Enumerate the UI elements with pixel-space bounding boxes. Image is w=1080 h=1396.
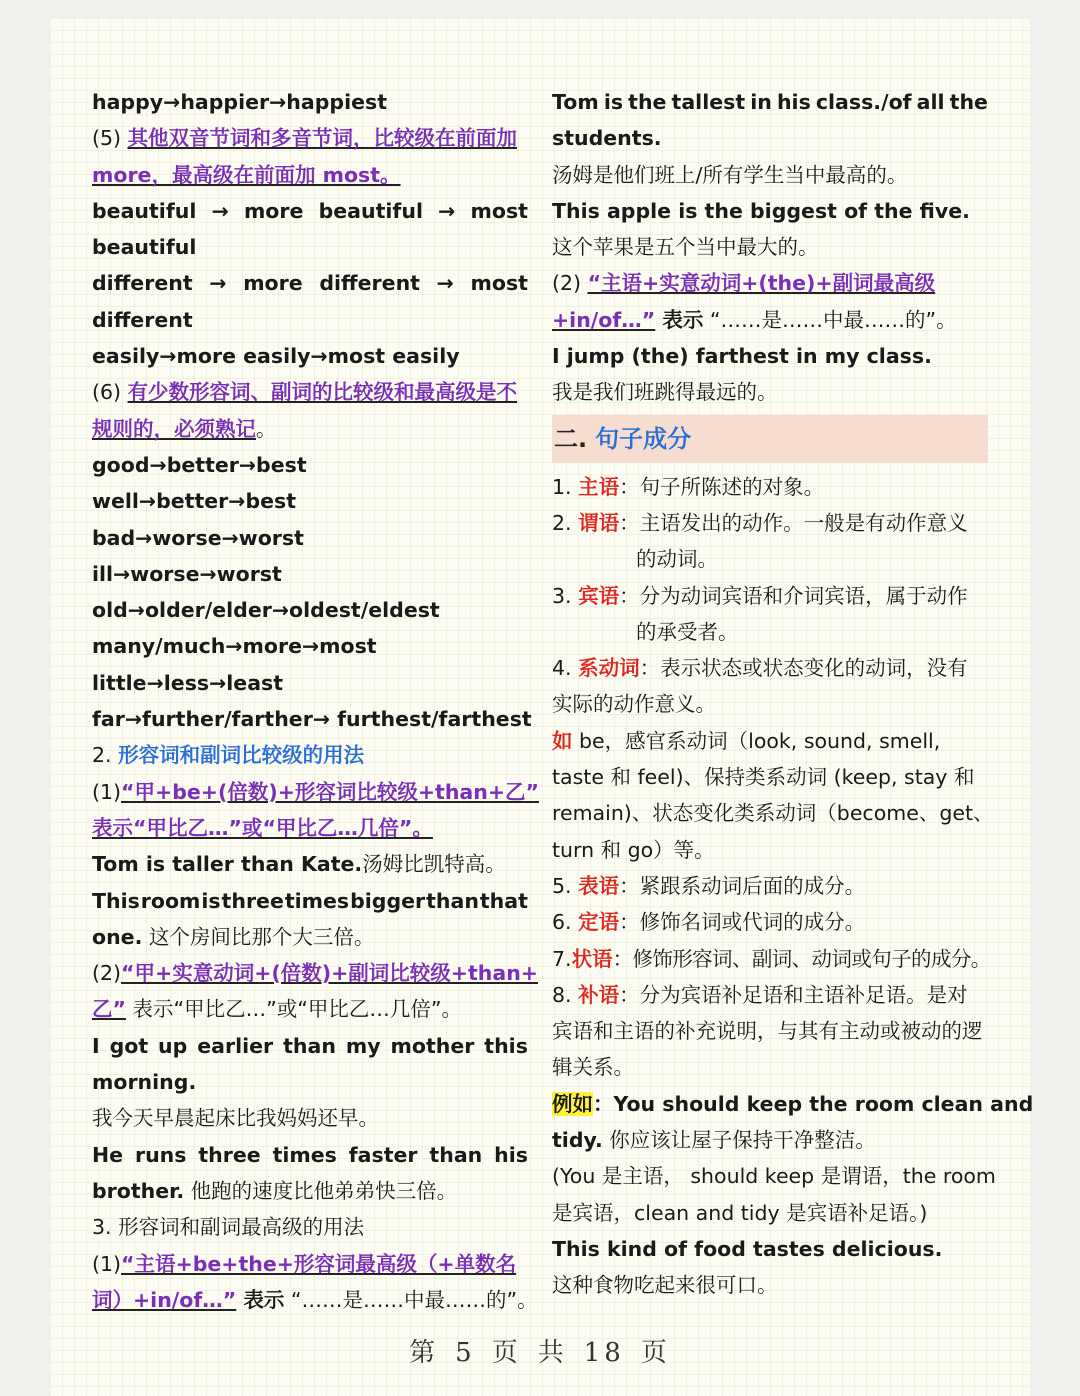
text-line bbox=[92, 120, 528, 156]
word: times bbox=[284, 888, 350, 913]
highlight-label: 例如 bbox=[552, 1091, 593, 1116]
word: mother bbox=[390, 1033, 475, 1058]
word: than bbox=[429, 1142, 483, 1167]
text-line bbox=[92, 1173, 528, 1209]
text-line bbox=[92, 193, 528, 229]
item-number: 6. bbox=[552, 910, 579, 935]
word: in bbox=[750, 90, 772, 114]
word: different bbox=[319, 271, 420, 296]
section-heading bbox=[92, 737, 528, 773]
section-banner bbox=[552, 415, 988, 463]
example-zh: 汤姆比凯特高。 bbox=[362, 852, 506, 877]
text-line: This apple is the biggest of the five. bbox=[552, 198, 970, 223]
rule-meaning: “……是……中最……的”。 bbox=[284, 1287, 538, 1312]
example-en: brother. bbox=[92, 1178, 185, 1203]
arrow: → bbox=[438, 198, 456, 223]
text-line: easily→more easily→most easily bbox=[92, 344, 460, 369]
current-page: 5 bbox=[455, 1338, 476, 1368]
term: 如 bbox=[552, 728, 573, 753]
page-number bbox=[0, 1332, 1080, 1369]
rule-text: more，最高级在前面加 most。 bbox=[92, 162, 401, 187]
text-line bbox=[552, 302, 988, 338]
text-line bbox=[92, 1246, 528, 1282]
page-label: 页 bbox=[491, 1338, 522, 1368]
item-number: (5) bbox=[92, 126, 128, 151]
word: my bbox=[345, 1033, 381, 1058]
word: This bbox=[92, 888, 140, 913]
total-pages: 18 bbox=[583, 1338, 625, 1368]
rule-text: “甲+实意动词+(倍数)+副词比较级+than+ bbox=[121, 961, 538, 986]
text-line bbox=[92, 991, 528, 1027]
item-number: 1. bbox=[552, 474, 579, 499]
rule-label: 表示 bbox=[655, 307, 704, 332]
word: up bbox=[158, 1033, 188, 1058]
item-number: 2. bbox=[92, 743, 119, 768]
word: tallest bbox=[671, 90, 746, 114]
example-text: be，感官系动词（look, sound, smell, bbox=[572, 728, 941, 753]
word: all bbox=[916, 90, 945, 114]
word: is bbox=[603, 90, 624, 114]
term: 系动词 bbox=[578, 656, 640, 681]
item-number: (1) bbox=[92, 1251, 122, 1276]
term: 定语 bbox=[578, 910, 620, 935]
text-line: happy→happier→happiest bbox=[92, 90, 388, 114]
text-line: 的承受者。 bbox=[636, 619, 739, 644]
text-line bbox=[92, 1282, 538, 1318]
right-column bbox=[552, 84, 1034, 1304]
rule-text: 词）+in/of…” bbox=[92, 1287, 237, 1312]
text-line: 这种食物吃起来很可口。 bbox=[552, 1273, 778, 1298]
rule-text: “甲+be+(倍数)+形容词比较级+than+乙” bbox=[121, 779, 540, 804]
list-item bbox=[552, 868, 988, 904]
text-line bbox=[92, 883, 528, 919]
heading-text: 形容词和副词比较级的用法 bbox=[118, 743, 365, 768]
text-line bbox=[92, 919, 528, 955]
item-number: (2) bbox=[552, 271, 588, 296]
term: 谓语 bbox=[578, 510, 620, 535]
word: faster bbox=[348, 1142, 418, 1167]
text-line bbox=[92, 955, 538, 991]
arrow: → bbox=[211, 198, 229, 223]
term: 状语 bbox=[571, 946, 613, 971]
page-label: 第 bbox=[409, 1338, 440, 1368]
item-number: (1) bbox=[92, 779, 122, 804]
word: beautiful bbox=[92, 198, 197, 223]
text-line: good→better→best bbox=[92, 452, 307, 477]
section-number: 二. bbox=[554, 424, 588, 453]
page-label: 共 bbox=[537, 1338, 568, 1368]
text-line bbox=[552, 265, 988, 301]
definition: ：主语发出的动作。一般是有动作意义 bbox=[619, 510, 968, 535]
item-number: 3. bbox=[552, 583, 579, 608]
text-line bbox=[92, 374, 528, 410]
rule-text: “主语+be+the+形容词最高级（+单数名 bbox=[121, 1251, 517, 1276]
list-item bbox=[552, 578, 988, 614]
term: 宾语 bbox=[578, 583, 620, 608]
definition: ：紧跟系动词后面的成分。 bbox=[619, 873, 866, 898]
word: He bbox=[92, 1142, 124, 1167]
example-zh: 你应该让屋子保持干净整洁。 bbox=[602, 1128, 876, 1153]
word: Tom bbox=[552, 90, 599, 114]
item-number: (2) bbox=[92, 961, 122, 986]
section-heading: 3. 形容词和副词最高级的用法 bbox=[92, 1215, 365, 1240]
word: that bbox=[479, 888, 528, 913]
definition: ：表示状态或状态变化的动词，没有 bbox=[639, 656, 968, 681]
item-number: 2. bbox=[552, 510, 579, 535]
item-number: (6) bbox=[92, 380, 128, 405]
list-item bbox=[552, 904, 988, 940]
word: I bbox=[92, 1033, 100, 1058]
item-number: 4. bbox=[552, 656, 579, 681]
word: room bbox=[140, 888, 201, 913]
word: three bbox=[198, 1142, 261, 1167]
text-line: 这个苹果是五个当中最大的。 bbox=[552, 235, 819, 260]
text-line bbox=[552, 723, 988, 759]
text-line: 宾语和主语的补充说明，与其有主动或被动的逻 bbox=[552, 1019, 983, 1044]
word: bigger bbox=[350, 888, 426, 913]
text-line: 的动词。 bbox=[636, 547, 718, 572]
text-line: beautiful bbox=[92, 235, 197, 260]
text-line: far→further/farther→ furthest/farthest bbox=[92, 707, 532, 732]
definition: ：修饰形容词、副词、动词或句子的成分。 bbox=[612, 946, 991, 971]
text-line: I jump (the) farthest in my class. bbox=[552, 344, 932, 369]
text-line: turn 和 go）等。 bbox=[552, 837, 715, 862]
term: 表语 bbox=[578, 873, 620, 898]
arrow: → bbox=[436, 271, 454, 296]
text-line: ill→worse→worst bbox=[92, 561, 282, 586]
text-line bbox=[92, 1137, 528, 1173]
text-line: 实际的动作意义。 bbox=[552, 692, 716, 717]
left-column bbox=[92, 84, 540, 1318]
word: more bbox=[243, 271, 303, 296]
word: than bbox=[283, 1033, 336, 1058]
word: earlier bbox=[197, 1033, 274, 1058]
list-item bbox=[552, 941, 991, 977]
text-line bbox=[552, 1122, 988, 1158]
item-number: 8. bbox=[552, 982, 579, 1007]
word: his bbox=[494, 1142, 528, 1167]
example-zh: 他跑的速度比他弟弟快三倍。 bbox=[184, 1178, 458, 1203]
text-line: bad→worse→worst bbox=[92, 525, 304, 550]
text-line: taste 和 feel)、保持类系动词 (keep, stay 和 bbox=[552, 765, 975, 790]
text-line: well→better→best bbox=[92, 489, 297, 514]
text-line: (You 是主语， should keep 是谓语，the room bbox=[552, 1164, 996, 1189]
list-item bbox=[552, 505, 988, 541]
word: most bbox=[470, 198, 528, 223]
example-en: tidy. bbox=[552, 1128, 603, 1153]
text-line: old→older/elder→oldest/eldest bbox=[92, 598, 440, 623]
rule-label: 表示 bbox=[236, 1287, 285, 1312]
word: more bbox=[243, 198, 304, 223]
text-line: little→less→least bbox=[92, 670, 284, 695]
rule-text: +in/of…” bbox=[552, 307, 656, 332]
word: runs bbox=[134, 1142, 187, 1167]
item-number: 7. bbox=[552, 946, 572, 971]
text-line: This kind of food tastes delicious. bbox=[552, 1236, 943, 1261]
list-item bbox=[552, 469, 988, 505]
term: 补语 bbox=[578, 982, 620, 1007]
section-title: 句子成分 bbox=[595, 424, 692, 453]
rule-text: 乙” bbox=[92, 997, 126, 1022]
rule-text: 其他双音节词和多音节词，比较级在前面加 bbox=[127, 126, 518, 151]
rule-text: 有少数形容词、副词的比较级和最高级是不 bbox=[127, 380, 518, 405]
definition: ：分为宾语补足语和主语补足语。是对 bbox=[619, 982, 968, 1007]
definition: ：句子所陈述的对象。 bbox=[619, 474, 825, 499]
text-line: 汤姆是他们班上/所有学生当中最高的。 bbox=[552, 162, 908, 187]
item-number: 5. bbox=[552, 873, 579, 898]
definition: ：分为动词宾语和介词宾语，属于动作 bbox=[619, 583, 968, 608]
example-en: one. bbox=[92, 924, 143, 949]
word: different bbox=[92, 271, 193, 296]
page-label: 页 bbox=[640, 1338, 671, 1368]
example-en: Tom is taller than Kate. bbox=[92, 852, 363, 877]
text-line: 是宾语，clean and tidy 是宾语补足语。) bbox=[552, 1200, 928, 1225]
text-line bbox=[552, 84, 988, 120]
text-line bbox=[92, 774, 540, 810]
term: 主语 bbox=[578, 474, 620, 499]
word: class./of bbox=[815, 90, 912, 114]
text-line: 我是我们班跳得最远的。 bbox=[552, 380, 778, 405]
list-item bbox=[552, 977, 988, 1013]
text-line bbox=[92, 846, 528, 882]
word: most bbox=[470, 271, 528, 296]
word: got bbox=[109, 1033, 149, 1058]
text-line: students. bbox=[552, 126, 662, 151]
word: the bbox=[628, 90, 667, 114]
text-line: remain)、状态变化类系动词（become、get、 bbox=[552, 801, 994, 826]
text-line bbox=[92, 810, 528, 846]
rule-meaning: 表示“甲比乙…”或“甲比乙…几倍”。 bbox=[125, 997, 462, 1022]
word: beautiful bbox=[318, 198, 423, 223]
text-line bbox=[92, 411, 528, 447]
word: this bbox=[484, 1033, 528, 1058]
list-item bbox=[552, 650, 988, 686]
word: his bbox=[776, 90, 811, 114]
word: than bbox=[426, 888, 479, 913]
text-line: morning. bbox=[92, 1070, 197, 1095]
rule-meaning: “……是……中最……的”。 bbox=[703, 307, 957, 332]
text-line: different bbox=[92, 307, 193, 332]
word: times bbox=[272, 1142, 337, 1167]
text-line: many/much→more→most bbox=[92, 634, 377, 659]
text-line: 辑关系。 bbox=[552, 1055, 634, 1080]
text-line: 我今天早晨起床比我妈妈还早。 bbox=[92, 1106, 379, 1131]
text-line bbox=[552, 1086, 1034, 1122]
example-en: ：You should keep the room clean and bbox=[593, 1091, 1034, 1116]
text-line bbox=[92, 265, 528, 301]
word: the bbox=[949, 90, 988, 114]
definition: ：修饰名词或代词的成分。 bbox=[619, 910, 866, 935]
rule-text: “主语+实意动词+(the)+副词最高级 bbox=[587, 271, 936, 296]
word: is bbox=[201, 888, 221, 913]
text-line bbox=[92, 157, 528, 193]
rule-text: 表示“甲比乙…”或“甲比乙…几倍”。 bbox=[92, 815, 433, 840]
text-line bbox=[92, 1028, 528, 1064]
word: three bbox=[221, 888, 284, 913]
example-zh: 这个房间比那个大三倍。 bbox=[142, 924, 375, 949]
arrow: → bbox=[209, 271, 227, 296]
rule-text: 规则的，必须熟记 bbox=[92, 416, 256, 441]
punctuation: 。 bbox=[256, 416, 277, 441]
